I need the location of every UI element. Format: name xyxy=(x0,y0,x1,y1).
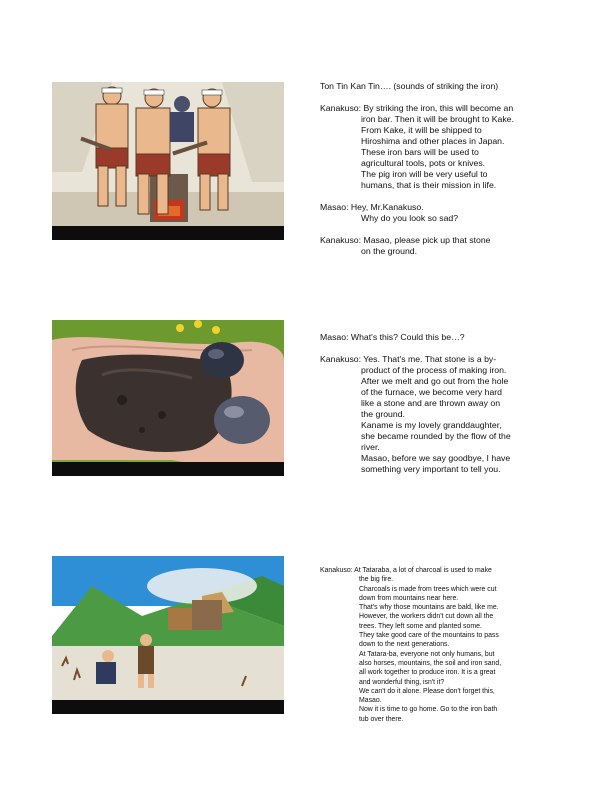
dialogue-line: That's why those mountains are bald, like me. xyxy=(359,604,499,612)
dialogue-line: down to the next generations. xyxy=(359,641,450,649)
dialogue-line: tub over there. xyxy=(359,715,404,723)
dialogue-line: However, the workers didn't cut down all the xyxy=(359,613,494,621)
dialogue-line: Kaname is my lovely granddaughter, xyxy=(361,420,502,430)
dialogue-paragraph xyxy=(320,332,590,343)
tatara-landscape-illustration xyxy=(52,556,284,714)
dialogue-line: Kanakuso: At Tataraba, a lot of charcoal is used to make xyxy=(320,567,492,574)
dialogue-line: something very important to tell you. xyxy=(361,464,501,474)
dialogue-line: iron bar. Then it will be brought to Kake. xyxy=(361,114,514,124)
dialogue-line: humans, that is their mission in life. xyxy=(361,180,497,190)
dialogue-line: Masao, before we say goodbye, I have xyxy=(361,453,511,463)
dialogue-block-3 xyxy=(320,566,595,724)
dialogue-line: Hiroshima and other places in Japan. xyxy=(361,136,505,146)
dialogue-line: We can't do it alone. Please don't forget this, xyxy=(359,687,495,695)
dialogue-line: on the ground. xyxy=(361,246,418,256)
dialogue-paragraph xyxy=(320,202,590,224)
dialogue-line: Kanakuso: By striking the iron, this will become an xyxy=(320,103,514,113)
dialogue-paragraph xyxy=(320,103,590,191)
panel-black-bar xyxy=(52,462,284,476)
dialogue-line: all work together to produce iron. It is a great xyxy=(359,669,496,677)
dialogue-paragraph xyxy=(320,235,590,257)
dialogue-line: From Kake, it will be shipped to xyxy=(361,125,482,135)
dialogue-line: At Tatara-ba, everyone not only humans, but xyxy=(359,650,495,658)
dialogue-paragraph xyxy=(320,81,590,92)
dialogue-line: Kanakuso: Masao, please pick up that stone xyxy=(320,235,491,245)
panel-black-bar xyxy=(52,226,284,240)
forge-illustration xyxy=(52,82,284,240)
dialogue-line: also horses, mountains, the soil and iron sand, xyxy=(359,659,502,667)
dialogue-line: Now it is time to go home. Go to the iron bath xyxy=(359,706,498,714)
dialogue-line: Masao: What's this? Could this be…? xyxy=(320,332,465,342)
dialogue-paragraph xyxy=(320,566,595,724)
dialogue-line: she became rounded by the flow of the xyxy=(361,431,511,441)
dialogue-line: and wonderful thing, isn't it? xyxy=(359,678,445,686)
dialogue-line: Masao: Hey, Mr.Kanakuso. xyxy=(320,202,424,212)
dialogue-line: product of the process of making iron. xyxy=(361,365,507,375)
dialogue-line: Ton Tin Kan Tin…. (sounds of striking the iron) xyxy=(320,81,499,91)
dialogue-line: the ground. xyxy=(361,409,405,419)
dialogue-line: They take good care of the mountains to pass xyxy=(359,632,499,640)
dialogue-line: Kanakuso: Yes. That's me. That stone is a by- xyxy=(320,354,497,364)
dialogue-line: agricultural tools, pots or knives. xyxy=(361,158,486,168)
dialogue-line: After we melt and go out from the hole xyxy=(361,376,509,386)
dialogue-line: of the furnace, we become very hard xyxy=(361,387,503,397)
panel-black-bar xyxy=(52,700,284,714)
dialogue-line: Masao. xyxy=(359,697,382,705)
dialogue-block-1 xyxy=(320,81,590,268)
dialogue-line: These iron bars will be used to xyxy=(361,147,479,157)
dialogue-line: down from mountains near here. xyxy=(359,594,459,602)
dialogue-block-2 xyxy=(320,332,590,486)
dialogue-line: The pig iron will be very useful to xyxy=(361,169,488,179)
dialogue-line: Why do you look so sad? xyxy=(361,213,459,223)
dialogue-line: Charcoals is made from trees which were cut xyxy=(359,585,497,593)
dialogue-line: like a stone and are thrown away on xyxy=(361,398,501,408)
dialogue-paragraph xyxy=(320,354,590,475)
slag-photo xyxy=(52,320,284,476)
dialogue-line: the big fire. xyxy=(359,576,394,584)
dialogue-line: trees. They left some and planted some. xyxy=(359,622,482,630)
dialogue-line: river. xyxy=(361,442,380,452)
